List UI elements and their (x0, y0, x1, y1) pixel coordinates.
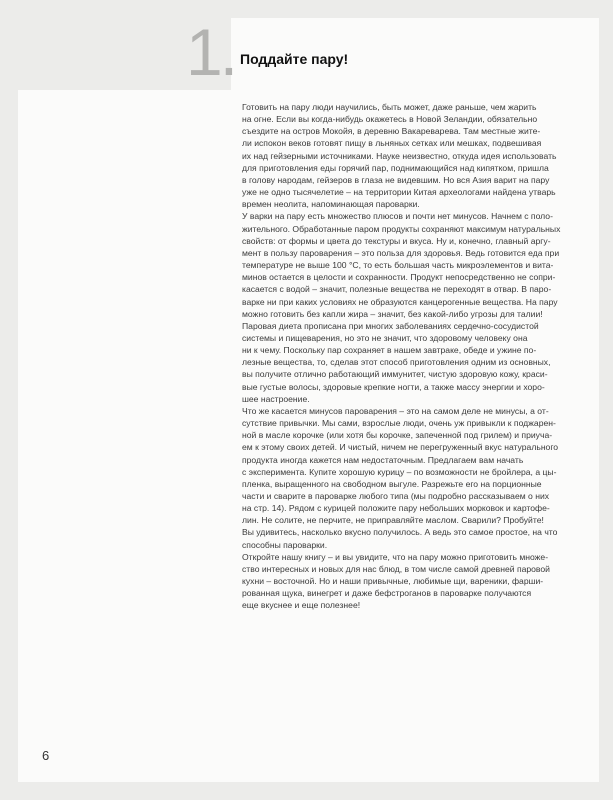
body-line: ство интересных и новых для нас блюд, в том числе самой древней паровой (242, 563, 550, 574)
body-line: Откройте нашу книгу – и вы увидите, что на пару можно приготовить множе- (242, 551, 549, 562)
body-line: продукта иногда кажется нам недостаточным. Предлагаем вам начать (242, 454, 524, 465)
page-number: 6 (42, 748, 50, 763)
body-line: лезные вещества, то, сделав этот способ приготовления одним из основных, (242, 357, 551, 368)
body-line: температуре не выше 100 °С, то есть большая часть микроэлементов и вита- (242, 260, 554, 271)
chapter-title: Поддайте пару! (240, 51, 349, 67)
body-line: еще вкуснее и еще полезнее! (242, 600, 361, 611)
body-line: Готовить на пару люди научились, быть может, даже раньше, чем жарить (242, 102, 537, 112)
body-line: касается с водой – значит, полезные вещества не переходят в отвар. В паро- (242, 284, 552, 295)
body-line: вые густые волосы, здоровые крепкие ногти, а также массу энергии и хоро- (242, 381, 545, 392)
body-line: части и сварите в пароварке любого типа (мы подробно рассказываем о них (242, 491, 550, 501)
body-line: шее настроение. (242, 393, 310, 404)
body-line: ем к этому своих детей. И чистый, ничем не перегруженный вкус натурального (242, 442, 559, 453)
body-line: Что же касается минусов пароварения – это на самом деле не минусы, а от- (242, 405, 549, 416)
body-line: Вы удивитесь, насколько вкусно получилось. А ведь это самое простое, на что (242, 527, 558, 538)
body-line: ли испокон веков готовят пищу в льняных сетках или мешках, подвешивая (242, 138, 542, 149)
body-line: можно готовить без капли жира – значит, без какой-либо угрозы для талии! (242, 308, 543, 319)
body-line: их над гейзерными источниками. Науке неизвестно, откуда идея использовать (242, 150, 557, 161)
body-line: свойств: от формы и цвета до текстуры и вкуса. Ну и, конечно, главный аргу- (242, 235, 551, 246)
body-line: сутствие привычки. Мы сами, взрослые люди, очень уж привыкли к поджарен- (242, 418, 556, 429)
body-line: ни к чему. Поскольку пар сохраняет в нашем завтраке, обеде и ужине по- (242, 345, 537, 356)
body-line: кухни – восточной. Но и наши привычные, любимые щи, вареники, фарши- (242, 576, 544, 587)
body-line: мент в пользу пароварения – это польза для здоровья. Ведь готовится еда при (242, 247, 560, 258)
body-line: рованная щука, винегрет и даже бефстроганов в пароварке получаются (242, 588, 532, 599)
body-line: варке ни при каких условиях не образуются канцерогенные вещества. На пару (242, 296, 558, 307)
body-line: минов остается в целости и сохранности. Продукт непосредственно не сопри- (242, 272, 556, 283)
body-line: вы получите отлично работающий иммунитет, чистую здоровую кожу, краси- (242, 369, 548, 380)
chapter-number: 1. (186, 15, 236, 89)
body-line: съездите на остров Мокойя, в деревню Вакареварева. Там местные жите- (242, 126, 541, 137)
body-line: системы и пищеварения, но это не значит, что здоровому человеку она (242, 332, 528, 343)
body-line: пленка, выращенного на свободном выгуле. Разрежьте его на порционные (242, 478, 542, 489)
body-line: ной в масле корочке (или хотя бы корочке, запеченной под грилем) и приуча- (242, 430, 553, 441)
body-line: лин. Не солите, не перчите, не приправляйте маслом. Сварили? Пробуйте! (242, 515, 544, 526)
body-line: для приготовления еды горячий пар, поднимающийся над кипятком, пришла (242, 162, 549, 173)
body-line: способны пароварки. (242, 539, 328, 550)
body-line: Паровая диета прописана при многих заболеваниях сердечно-сосудистой (242, 320, 539, 331)
body-line: жительного. Обработанные паром продукты сохраняют максимум натуральных (242, 223, 561, 234)
body-line: времен неолита, напоминающая пароварки. (242, 199, 420, 210)
body-line: с эксперимента. Купите хорошую курицу – по возможности не бройлера, а цы- (242, 466, 557, 477)
body-line: уже не одно тысячелетие – на территории Китая археологами найдена утварь (242, 187, 556, 198)
article-body (242, 101, 574, 612)
body-line: на стр. 14). Рядом с курицей положите пару небольших морковок и картофе- (242, 503, 550, 514)
body-line: в голову народам, гейзеров в глаза не видевшим. Но вся Азия варит на пару (242, 174, 550, 185)
body-line: У варки на пару есть множество плюсов и почти нет минусов. Начнем с поло- (242, 211, 553, 222)
body-line: на огне. Если вы когда-нибудь окажетесь в Новой Зеландии, обязательно (242, 114, 538, 125)
